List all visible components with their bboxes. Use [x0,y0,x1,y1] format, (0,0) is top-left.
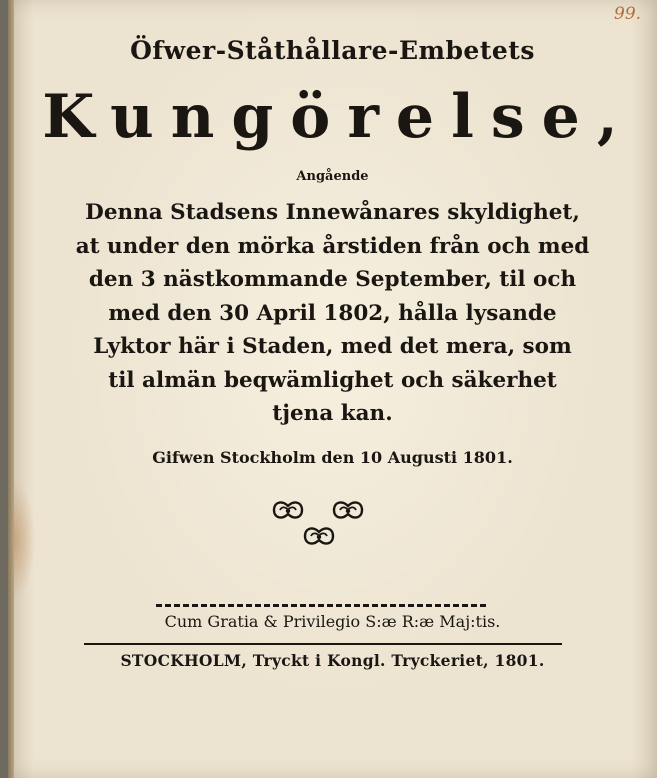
title-line-1: Öfwer-Ståthållare-Embetets [130,36,535,65]
title-line-2: Kungörelse, [42,82,635,152]
document-page [8,0,657,778]
imprint-line: STOCKHOLM, Tryckt i Kongl. Tryckeriet, 1801. [120,651,545,670]
date-line: Gifwen Stockholm den 10 Augusti 1801. [152,448,513,467]
divider-dashed [156,604,486,607]
privilege-line: Cum Gratia & Privilegio S:æ R:æ Maj:tis. [164,612,501,631]
body-line: Denna Stadsens Innewånares skyldighet, [85,200,580,225]
body-line: til almän beqwämlighet och säkerhet [108,367,557,393]
ornament-icon [270,498,306,522]
page-number: 99. [614,4,642,24]
body-line: tjena kan. [272,401,393,426]
body-line: Lyktor här i Staden, med det mera, som [93,334,572,359]
ornament-icon [301,524,337,548]
body-line: med den 30 April 1802, hålla lysande [108,300,557,326]
angaende-label: Angående [296,169,369,184]
body-line: den 3 nästkommande September, til och [88,267,577,292]
divider-solid [84,643,562,645]
body-text [8,196,657,431]
ornament-icon [330,498,366,522]
body-line: at under den mörka årstiden från och med [75,233,590,259]
ornament-group [8,494,657,554]
